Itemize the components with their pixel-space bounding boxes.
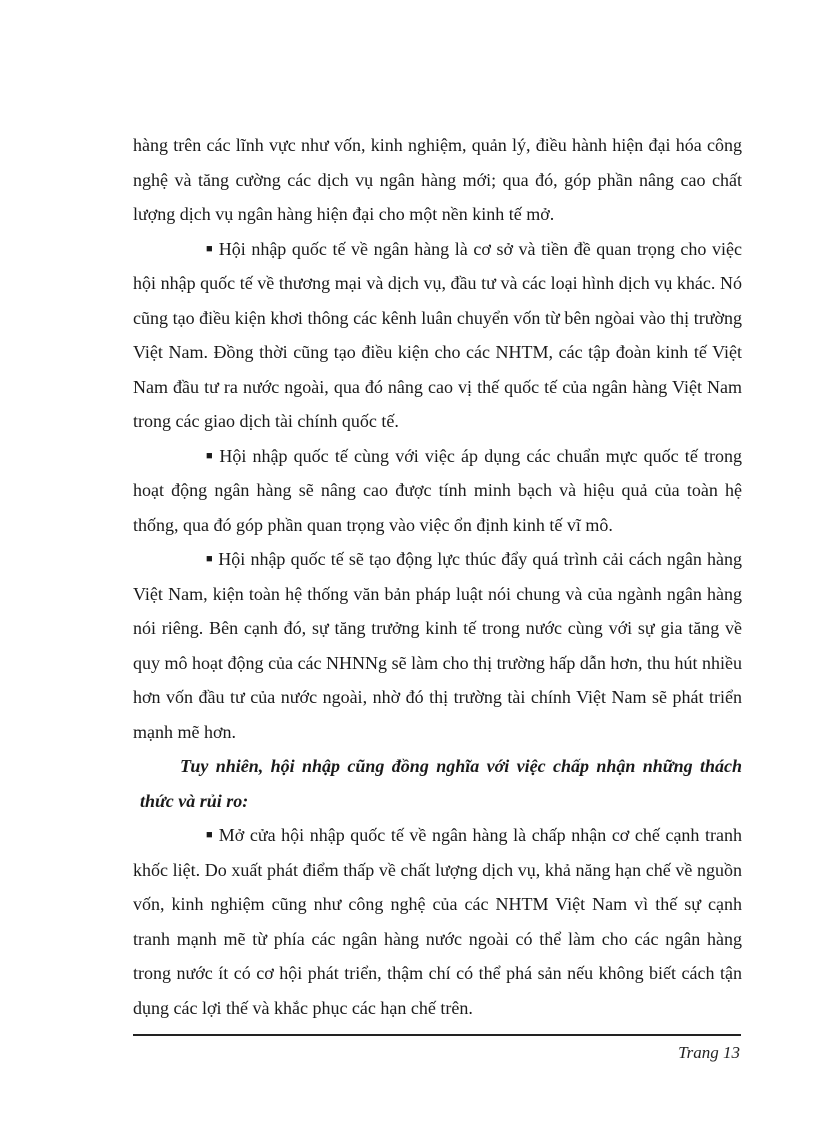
square-bullet-icon: ■ [206, 449, 215, 462]
bullet-paragraph-standards [133, 439, 742, 543]
page-number: Trang 13 [678, 1043, 740, 1062]
paragraph-text: hàng trên các lĩnh vực như vốn, kinh nghiệm, quản lý, điều hành hiện đại hóa công nghệ và tăng cường các dịch vụ ngân hàng mới; qua đó, góp phần nâng cao chất lượng dịch vụ ngân hàng hiện đại cho một nền kinh tế mở. [133, 135, 742, 224]
square-bullet-icon: ■ [206, 553, 214, 565]
paragraph-text: Hội nhập quốc tế về ngân hàng là cơ sở và tiền đề quan trọng cho việc hội nhập quốc tế về thương mại và dịch vụ, đầu tư và các loại hình dịch vụ khác. Nó cũng tạo điều kiện khơi thông các kênh luân chuyển vốn từ bên ngòai vào thị trường Việt Nam. Đồng thời cũng tạo điều kiện cho các NHTM, các tập đoàn kinh tế Việt Nam đầu tư ra nước ngoài, qua đó nâng cao vị thế quốc tế của ngân hàng Việt Nam trong các giao dịch tài chính quốc tế. [133, 238, 742, 431]
paragraph-text: Hội nhập quốc tế cùng với việc áp dụng các chuẩn mực quốc tế trong hoạt động ngân hàng sẽ nâng cao được tính minh bạch và hiệu quả của toàn hệ thống, qua đó góp phần quan trọng vào việc ổn định kinh tế vĩ mô. [133, 445, 742, 535]
page-body [133, 128, 742, 1025]
paragraph-text: Hội nhập quốc tế sẽ tạo động lực thúc đẩy quá trình cải cách ngân hàng Việt Nam, kiện toàn hệ thống văn bản pháp luật nói chung và của ngành ngân hàng nói riêng. Bên cạnh đó, sự tăng trưởng kinh tế trong nước cùng với sự gia tăng về quy mô hoạt động của các NHNNg sẽ làm cho thị trường hấp dẫn hơn, thu hút nhiều hơn vốn đầu tư của nước ngoài, nhờ đó thị trường tài chính Việt Nam sẽ phát triển mạnh mẽ hơn. [133, 549, 742, 742]
square-bullet-icon: ■ [206, 829, 214, 841]
heading-text: Tuy nhiên, hội nhập cũng đồng nghĩa với việc chấp nhận những thách thức và rủi ro: [140, 756, 742, 811]
footer-divider [133, 1034, 741, 1036]
paragraph-text: Mở cửa hội nhập quốc tế về ngân hàng là chấp nhận cơ chế cạnh tranh khốc liệt. Do xuất phát điểm thấp về chất lượng dịch vụ, khả năng hạn chế về nguồn vốn, kinh nghiệm cũng như công nghệ của các NHTM Việt Nam vì thế sự cạnh tranh mạnh mẽ từ phía các ngân hàng nước ngoài có thể làm cho các ngân hàng trong nước ít có cơ hội phát triển, thậm chí có thể phá sản nếu không biết cách tận dụng các lợi thế và khắc phục các hạn chế trên. [133, 825, 742, 1018]
paragraph-continuation [133, 128, 742, 232]
square-bullet-icon: ■ [206, 242, 214, 255]
bullet-paragraph-banking-foundation [133, 232, 742, 439]
section-heading-challenges [133, 749, 742, 818]
bullet-paragraph-reform [133, 542, 742, 749]
bullet-paragraph-competition [133, 818, 742, 1025]
